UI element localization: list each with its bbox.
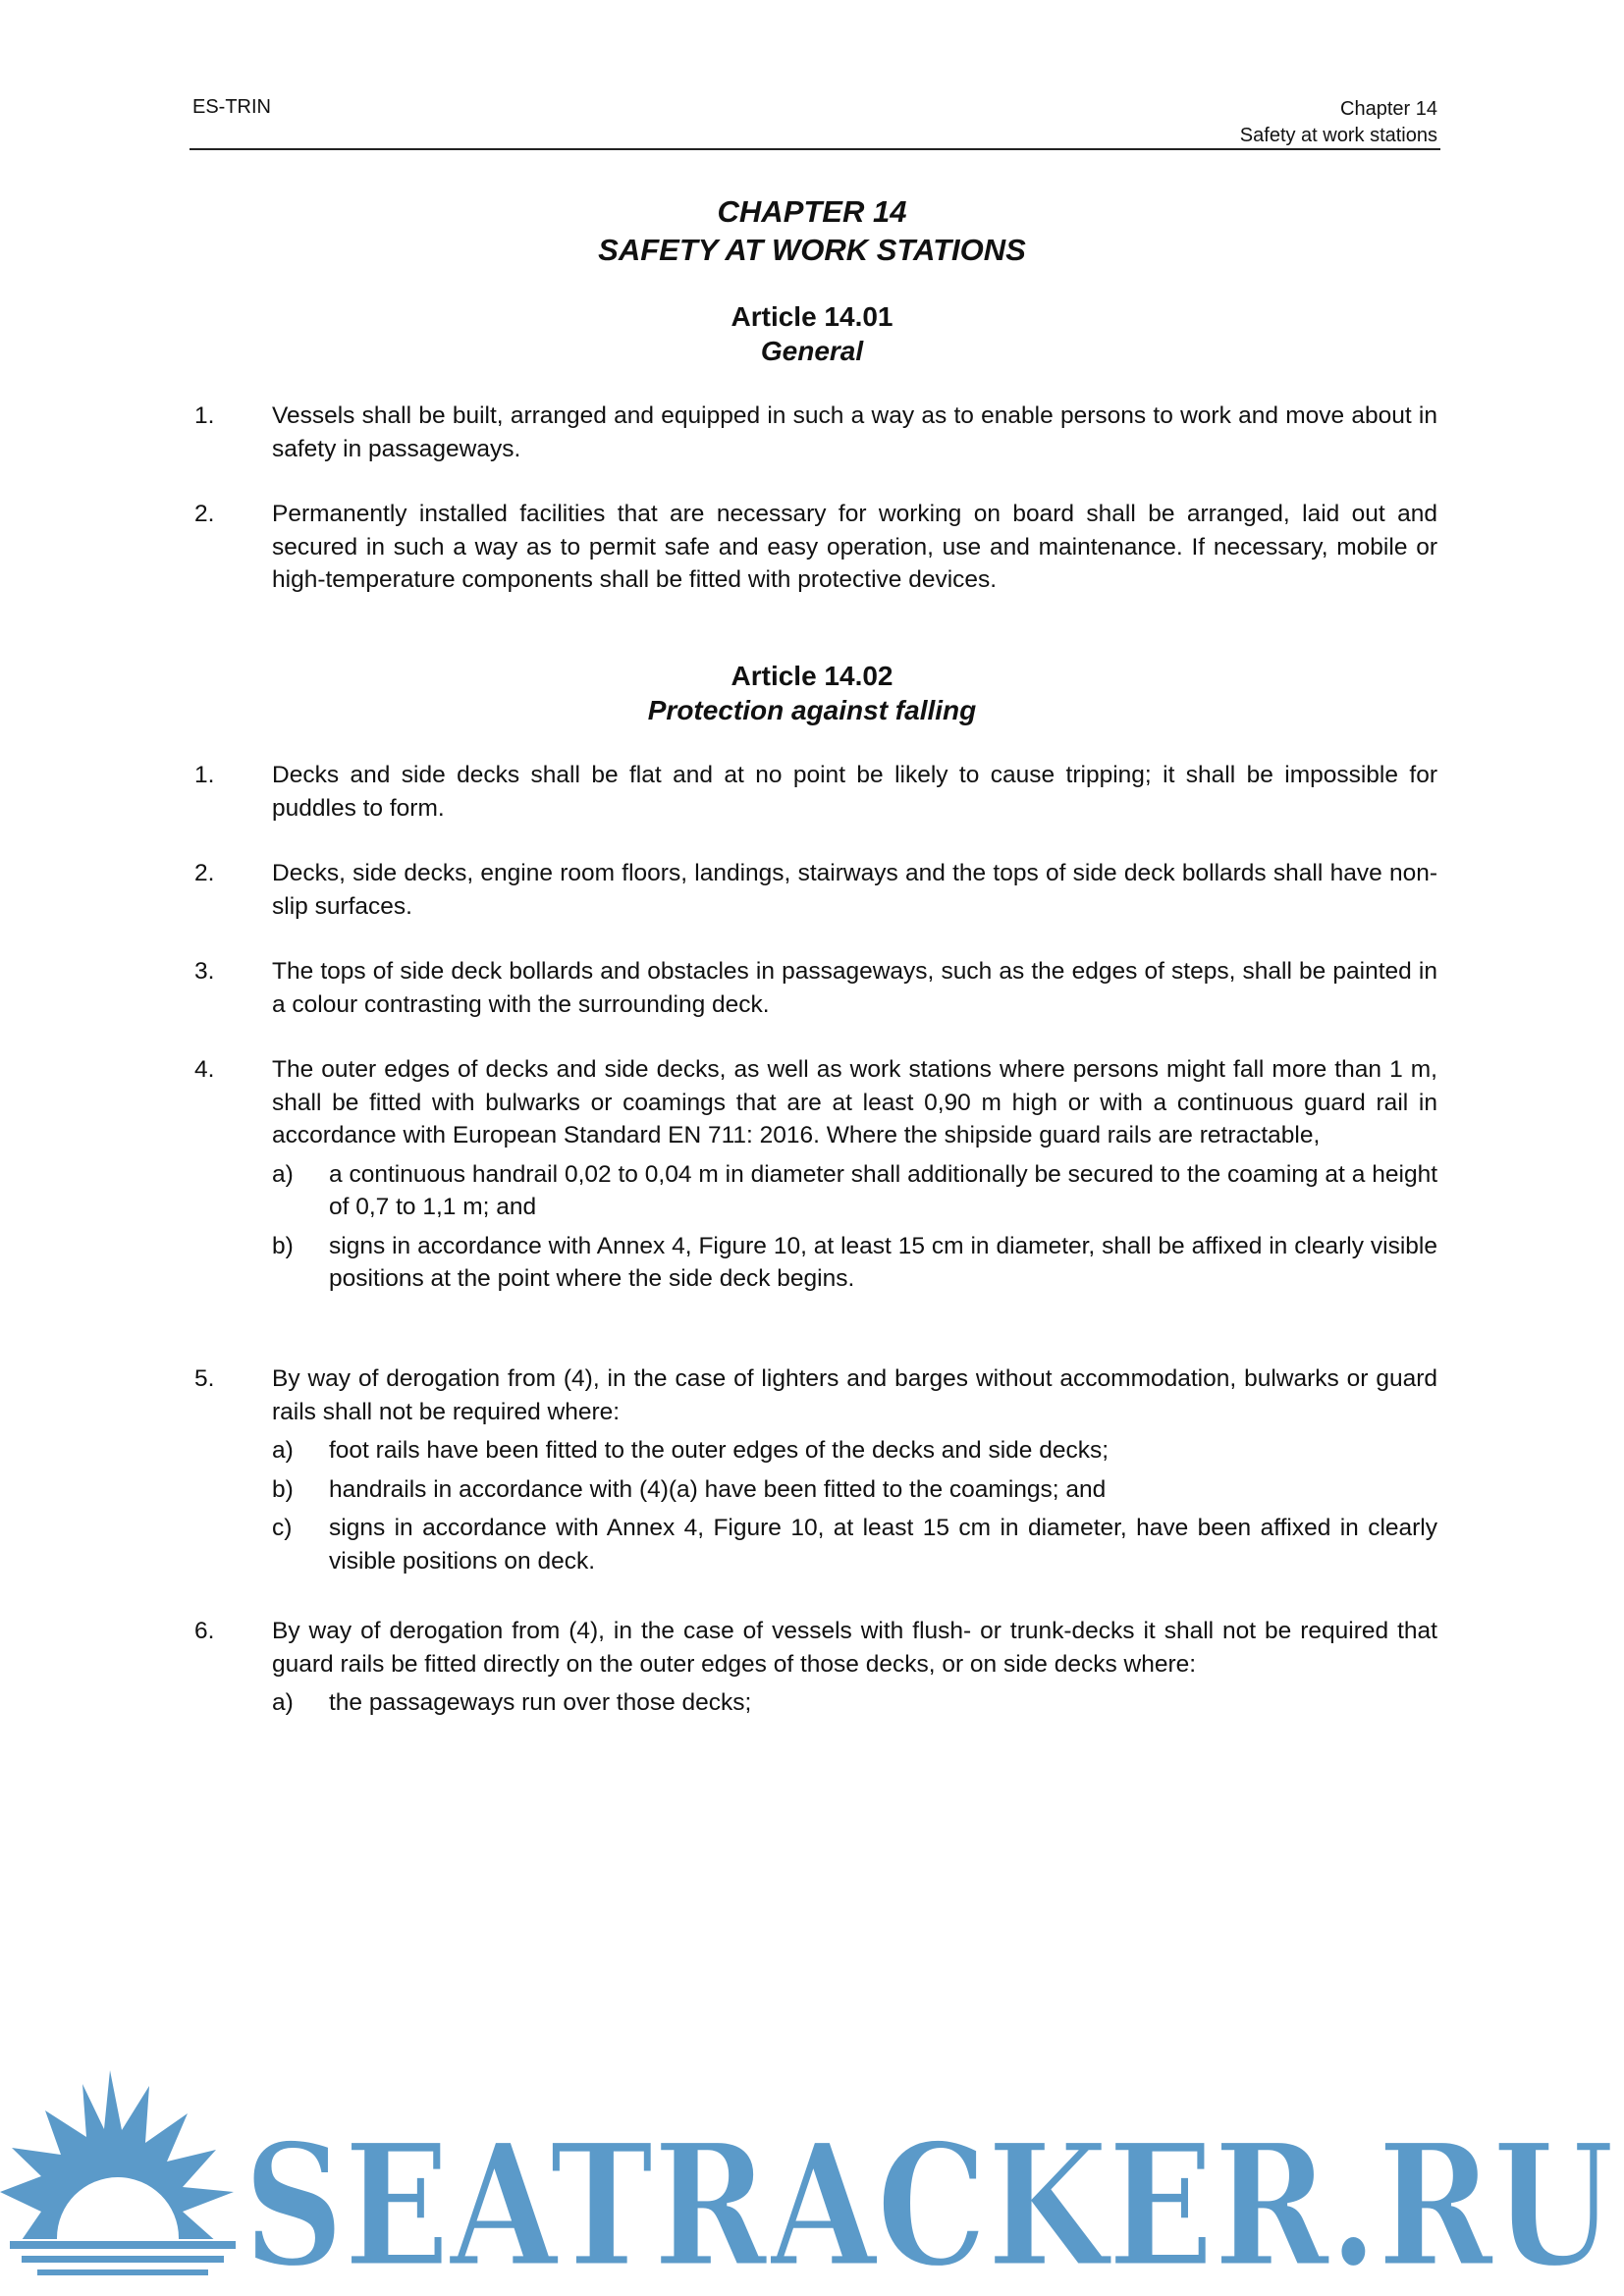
paragraph <box>194 759 1437 825</box>
paragraph-number: 1. <box>194 402 215 429</box>
paragraph <box>194 1615 1437 1720</box>
paragraph <box>194 1053 1437 1296</box>
list-item-text: signs in accordance with Annex 4, Figure 10, at least 15 cm in diameter, shall be affixed in clearly visible positions at the point where the side deck begins. <box>329 1232 1437 1292</box>
chapter-name: SAFETY AT WORK STATIONS <box>598 233 1026 267</box>
running-chapter-title: Safety at work stations <box>1239 125 1437 146</box>
paragraph <box>194 400 1437 465</box>
page-header <box>189 96 1440 150</box>
paragraph-text: The tops of side deck bollards and obstacles in passageways, such as the edges of steps, shall be painted in a colour contrasting with the surrounding deck. <box>272 958 1437 1018</box>
running-title <box>1240 96 1437 149</box>
list-item-text: a continuous handrail 0,02 to 0,04 m in diameter shall additionally be secured to the coaming at a height of 0,7 to 1,1 m; and <box>329 1160 1437 1220</box>
list-item <box>272 1686 1437 1720</box>
list-item-label: b) <box>272 1475 294 1503</box>
list-item-text: handrails in accordance with (4)(a) have been fitted to the coamings; and <box>329 1475 1107 1503</box>
paragraph-number: 2. <box>194 860 215 886</box>
paragraph-text: Decks and side decks shall be flat and at no point be likely to cause tripping; it shall be impossible for puddles to form. <box>272 762 1437 822</box>
watermark-text: SEATRACKER.RU <box>244 2106 1614 2296</box>
paragraph-text: Vessels shall be built, arranged and equipped in such a way as to enable persons to work and move about in safety in passageways. <box>272 402 1437 462</box>
paragraph-text: Permanently installed facilities that are necessary for working on board shall be arranged, laid out and secured in such a way as to permit safe and easy operation, use and maintenance. If necessary, mobile or high-temperature components shall be fitted with protective devices. <box>272 501 1437 593</box>
paragraph <box>194 1362 1437 1577</box>
paragraph-number: 4. <box>194 1056 215 1083</box>
list-item-text: the passageways run over those decks; <box>329 1689 752 1716</box>
document-code: ES-TRIN <box>192 96 271 118</box>
list-item-label: b) <box>272 1232 294 1259</box>
list-item <box>272 1512 1437 1577</box>
paragraph-number: 5. <box>194 1365 215 1392</box>
chapter-number: CHAPTER 14 <box>717 194 907 229</box>
paragraph-text: The outer edges of decks and side decks, as well as work stations where persons might fall more than 1 m, shall be fitted with bulwarks or coamings that are at least 0,90 m high or with a continuous guard rail in accordance with European Standard EN 711: 2016. Where the shipside guard rails are retractable, <box>272 1056 1437 1148</box>
list-item-text: signs in accordance with Annex 4, Figure 10, at least 15 cm in diameter, have been affixed in clearly visible positions on deck. <box>329 1515 1437 1575</box>
sun-icon <box>0 2070 245 2296</box>
list-item <box>272 1473 1437 1507</box>
article-number: Article 14.01 <box>731 301 893 332</box>
paragraph <box>194 955 1437 1021</box>
running-chapter: Chapter 14 <box>1340 98 1437 120</box>
watermark-logo <box>0 2056 1624 2296</box>
article-title: Protection against falling <box>647 695 977 725</box>
paragraph-number: 2. <box>194 501 215 527</box>
list-item-text: foot rails have been fitted to the outer edges of the decks and side decks; <box>329 1437 1110 1464</box>
paragraph-number: 6. <box>194 1618 215 1644</box>
paragraph-text: Decks, side decks, engine room floors, landings, stairways and the tops of side deck bollards shall have non-slip surfaces. <box>272 860 1437 920</box>
list-item-label: c) <box>272 1515 293 1541</box>
list-item-label: a) <box>272 1160 294 1188</box>
paragraph-number: 3. <box>194 958 215 985</box>
list-item-label: a) <box>272 1437 294 1464</box>
paragraph-text: By way of derogation from (4), in the case of lighters and barges without accommodation, bulwarks or guard rails shall not be required where: <box>272 1365 1437 1425</box>
paragraph-number: 1. <box>194 762 215 788</box>
list-item <box>272 1158 1437 1224</box>
article-title: General <box>760 336 864 366</box>
paragraph <box>194 498 1437 597</box>
chapter-title <box>0 192 1624 269</box>
list-item <box>272 1434 1437 1468</box>
paragraph-text: By way of derogation from (4), in the case of vessels with flush- or trunk-decks it shall not be required that guard rails be fitted directly on the outer edges of those decks, or on side decks where: <box>272 1618 1437 1678</box>
article-heading <box>0 299 1624 368</box>
list-item-label: a) <box>272 1689 294 1716</box>
paragraph <box>194 857 1437 923</box>
list-item <box>272 1230 1437 1296</box>
article-heading <box>0 659 1624 727</box>
article-number: Article 14.02 <box>731 661 893 691</box>
